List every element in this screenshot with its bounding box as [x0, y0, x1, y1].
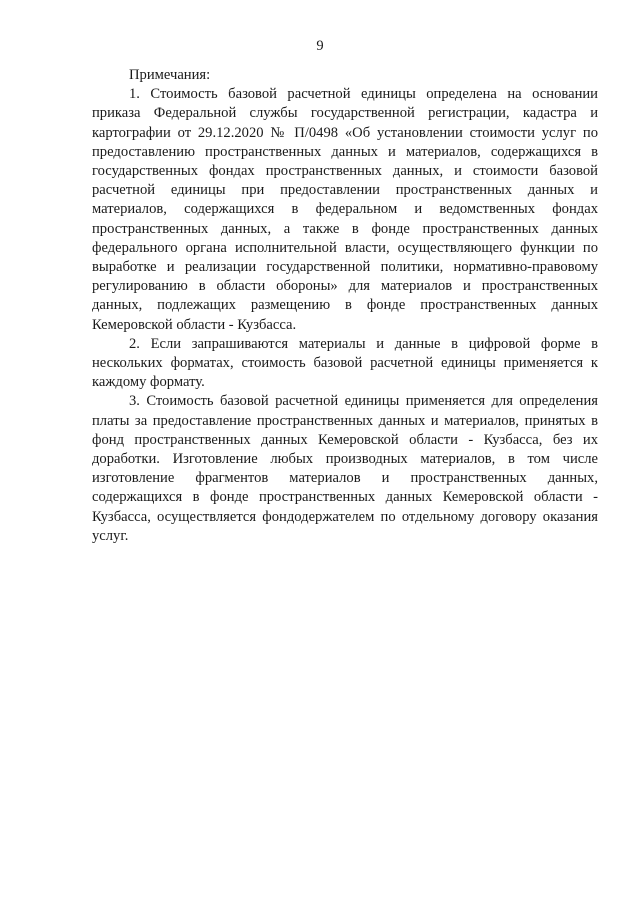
notes-section [92, 66, 598, 546]
note-item-2: 2. Если запрашиваются материалы и данные в цифровой форме в нескольких форматах, стоимость базовой расчетной единицы применяется к каждому формату. [92, 335, 598, 391]
notes-heading: Примечания: [129, 67, 211, 83]
note-item-1: 1. Стоимость базовой расчетной единицы определена на основании приказа Федеральной службы государственной регистрации, кадастра и картографии от 29.12.2020 № П/0498 «Об установлении стоимости услуг по предоставлению пространственных данных и материалов, содержащихся в государственных фондах пространственных данных, и стоимости базовой расчетной единицы при предоставлении пространственных данных и материалов, содержащихся в федеральном и ведомственных фондах пространственных данных, а также в фонде пространственных данных федерального органа исполнительной власти, осуществляющего функции по выработке и реализации государственной политики, нормативно-правовому регулированию в области обороны» для материалов и пространственных данных, подлежащих размещению в фонде пространственных данных Кемеровской области - Кузбасса. [92, 86, 598, 333]
note-item-3: 3. Стоимость базовой расчетной единицы применяется для определения платы за предоставление пространственных данных и материалов, принятых в фонд пространственных данных Кемеровской области - Кузбасса, без их доработки. Изготовление любых производных материалов, в том числе изготовление фрагментов материалов и пространственных данных, содержащихся в фонде пространственных данных Кемеровской области - Кузбасса, осуществляется фондодержателем по отдельному договору оказания услуг. [92, 393, 598, 544]
page-number: 9 [316, 38, 324, 54]
